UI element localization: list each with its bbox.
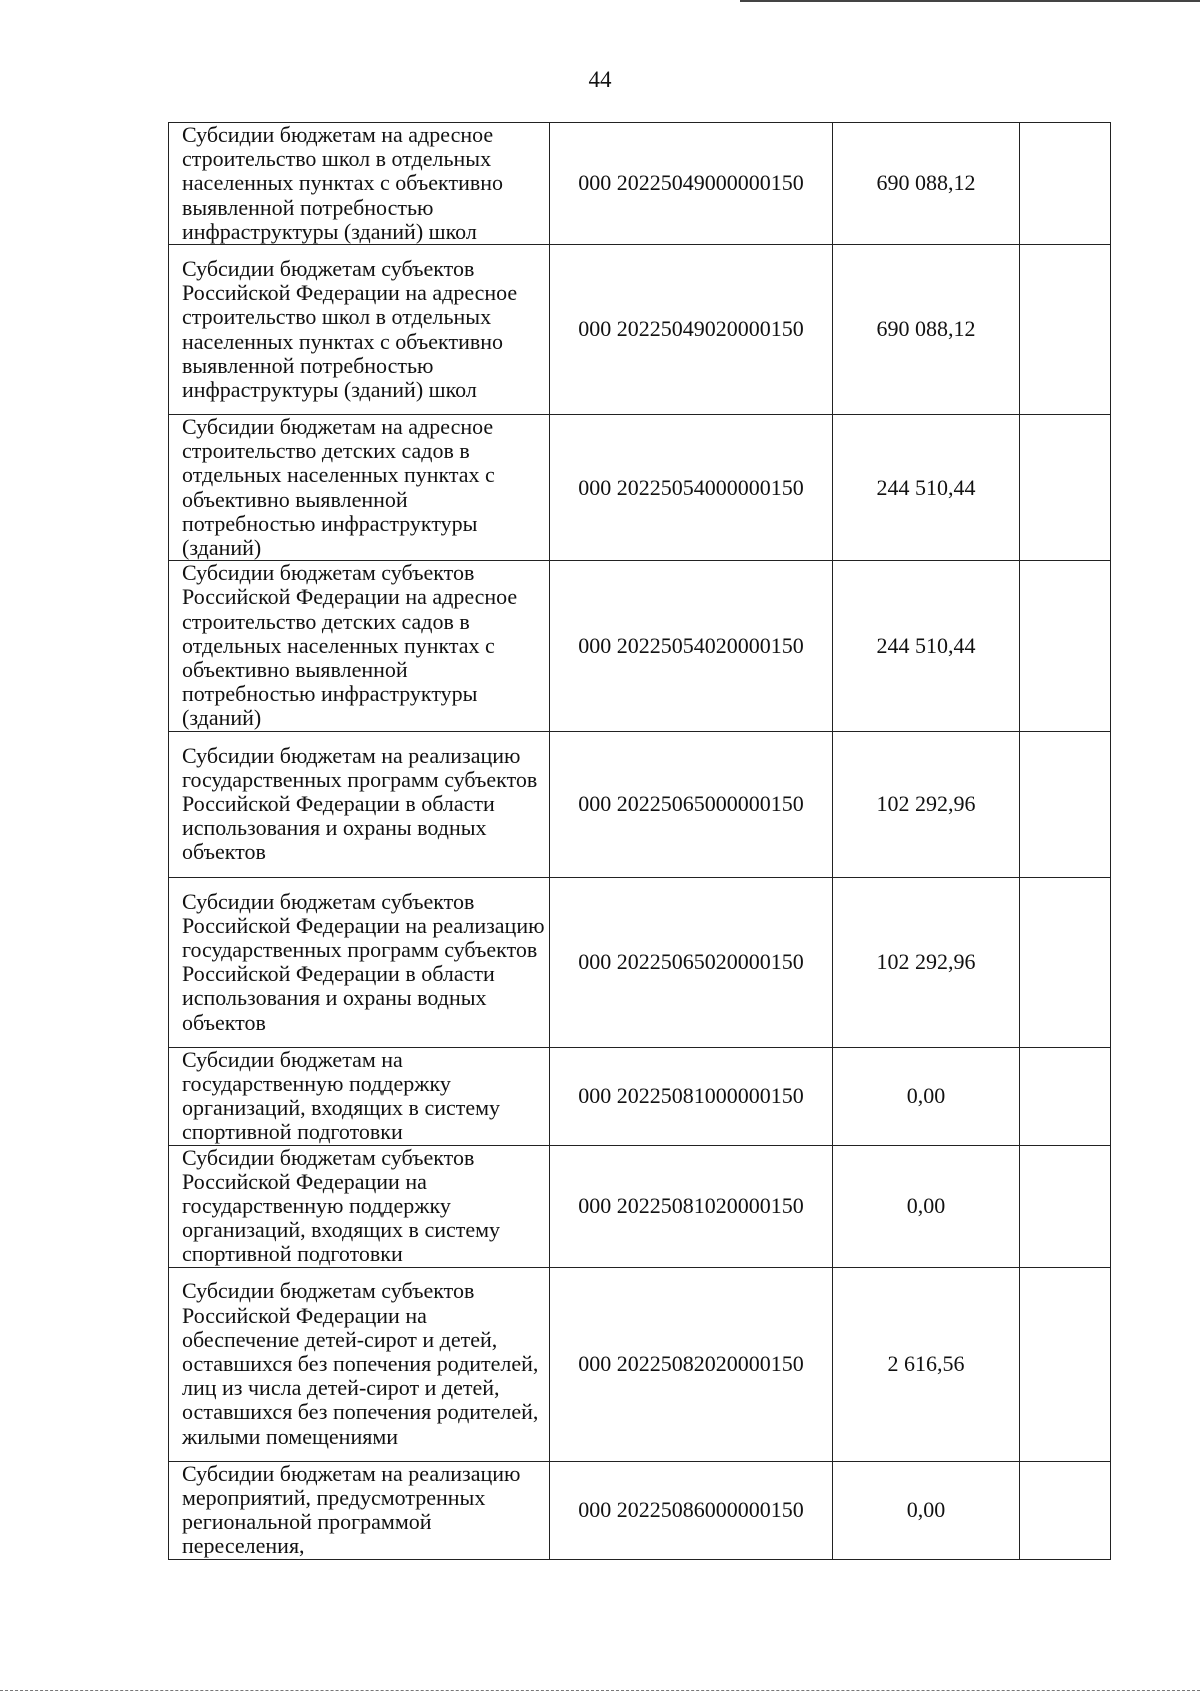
row-code-cell: 000 20225081000000150 bbox=[550, 1047, 833, 1145]
table-row bbox=[169, 1047, 1111, 1145]
row-extra-cell bbox=[1020, 731, 1111, 877]
row-name-cell: Субсидии бюджетам на реализацию государственных программ субъектов Российской Федерации в области использования и охраны водных объектов bbox=[169, 731, 550, 877]
row-extra-cell bbox=[1020, 1047, 1111, 1145]
row-code-cell: 000 20225065000000150 bbox=[550, 731, 833, 877]
table-row bbox=[169, 123, 1111, 245]
row-extra-cell bbox=[1020, 1461, 1111, 1559]
row-code-cell: 000 20225054000000150 bbox=[550, 415, 833, 561]
row-amount-cell: 0,00 bbox=[833, 1461, 1020, 1559]
row-amount-cell: 244 510,44 bbox=[833, 415, 1020, 561]
row-amount-cell: 690 088,12 bbox=[833, 245, 1020, 415]
row-extra-cell bbox=[1020, 245, 1111, 415]
scan-edge-bottom bbox=[0, 1690, 1200, 1692]
row-amount-cell: 0,00 bbox=[833, 1047, 1020, 1145]
table-row bbox=[169, 561, 1111, 731]
row-code-cell: 000 20225049020000150 bbox=[550, 245, 833, 415]
row-extra-cell bbox=[1020, 123, 1111, 245]
row-amount-cell: 2 616,56 bbox=[833, 1267, 1020, 1461]
row-code-cell: 000 20225081020000150 bbox=[550, 1145, 833, 1267]
row-extra-cell bbox=[1020, 561, 1111, 731]
row-extra-cell bbox=[1020, 1145, 1111, 1267]
row-name-cell: Субсидии бюджетам субъектов Российской Федерации на обеспечение детей-сирот и детей, оставшихся без попечения родителей, лиц из числа детей-сирот и детей, оставшихся без попечения родителей, жилыми помещениями bbox=[169, 1267, 550, 1461]
table-row bbox=[169, 245, 1111, 415]
row-code-cell: 000 20225065020000150 bbox=[550, 877, 833, 1047]
row-code-cell: 000 20225086000000150 bbox=[550, 1461, 833, 1559]
row-code-cell: 000 20225049000000150 bbox=[550, 123, 833, 245]
row-extra-cell bbox=[1020, 1267, 1111, 1461]
table-row bbox=[169, 1145, 1111, 1267]
row-name-cell: Субсидии бюджетам на реализацию мероприятий, предусмотренных региональной программой переселения, bbox=[169, 1461, 550, 1559]
row-name-cell: Субсидии бюджетам субъектов Российской Федерации на государственную поддержку организаций, входящих в систему спортивной подготовки bbox=[169, 1145, 550, 1267]
row-amount-cell: 690 088,12 bbox=[833, 123, 1020, 245]
row-amount-cell: 102 292,96 bbox=[833, 877, 1020, 1047]
row-extra-cell bbox=[1020, 877, 1111, 1047]
table-row bbox=[169, 1461, 1111, 1559]
page-number: 44 bbox=[588, 67, 612, 92]
table-row bbox=[169, 415, 1111, 561]
table-row bbox=[169, 731, 1111, 877]
row-name-cell: Субсидии бюджетам на адресное строительство детских садов в отдельных населенных пунктах с объективно выявленной потребностью инфраструктуры (зданий) bbox=[169, 415, 550, 561]
table-row bbox=[169, 1267, 1111, 1461]
row-name-cell: Субсидии бюджетам субъектов Российской Федерации на адресное строительство детских садов в отдельных населенных пунктах с объективно выявленной потребностью инфраструктуры (зданий) bbox=[169, 561, 550, 731]
row-name-cell: Субсидии бюджетам на государственную поддержку организаций, входящих в систему спортивной подготовки bbox=[169, 1047, 550, 1145]
budget-table bbox=[168, 122, 1111, 1560]
row-amount-cell: 102 292,96 bbox=[833, 731, 1020, 877]
row-name-cell: Субсидии бюджетам на адресное строительство школ в отдельных населенных пунктах с объективно выявленной потребностью инфраструктуры (зданий) школ bbox=[169, 123, 550, 245]
row-extra-cell bbox=[1020, 415, 1111, 561]
row-amount-cell: 0,00 bbox=[833, 1145, 1020, 1267]
row-code-cell: 000 20225054020000150 bbox=[550, 561, 833, 731]
table-row bbox=[169, 877, 1111, 1047]
row-name-cell: Субсидии бюджетам субъектов Российской Федерации на реализацию государственных программ субъектов Российской Федерации в области использования и охраны водных объектов bbox=[169, 877, 550, 1047]
scan-edge-top bbox=[740, 0, 1200, 2]
row-code-cell: 000 20225082020000150 bbox=[550, 1267, 833, 1461]
row-amount-cell: 244 510,44 bbox=[833, 561, 1020, 731]
row-name-cell: Субсидии бюджетам субъектов Российской Федерации на адресное строительство школ в отдельных населенных пунктах с объективно выявленной потребностью инфраструктуры (зданий) школ bbox=[169, 245, 550, 415]
